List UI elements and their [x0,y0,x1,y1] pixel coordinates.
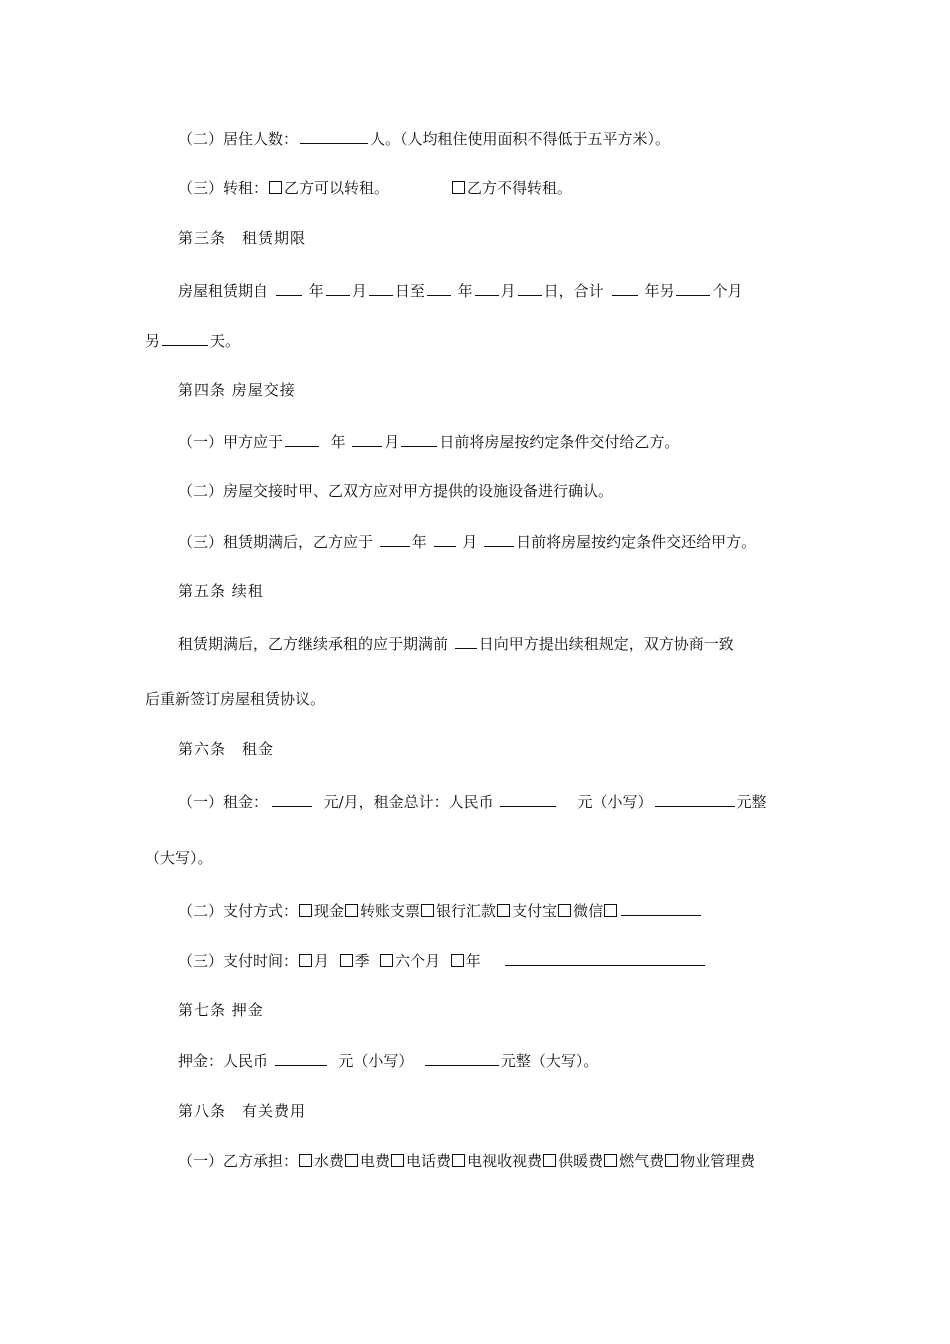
text: （三）租赁期满后，乙方应于 [178,533,374,551]
renewal-clause [0,633,950,654]
text: 元/月，租金总计：人民币 [323,793,494,811]
checkbox[interactable] [269,181,282,194]
text: 租赁期满后，乙方继续承租的应于期满前 [178,635,449,653]
handover-clause-1 [0,431,950,452]
lease-period-continuation [0,330,950,351]
option-label: 月 [314,952,330,970]
text: 年 [411,533,427,551]
option-label: 转账支票 [360,902,421,920]
sublet-clause [0,178,950,198]
text: 年 [330,433,346,451]
option-label: 微信 [573,902,604,920]
month-blank[interactable] [434,531,456,547]
other-time-blank[interactable] [505,950,705,966]
text: 日向甲方提出续租规定，双方协商一致 [478,635,734,653]
text: 月 [462,533,478,551]
text: 元整（大写）。 [500,1052,599,1070]
option-label: 电费 [360,1152,391,1170]
days-blank[interactable] [162,330,208,346]
year-blank[interactable] [276,280,302,296]
occupants-clause [0,128,950,149]
rent-clause-1-continuation: （大写）。 [145,849,213,867]
handover-clause-2: （二）房屋交接时甲、乙双方应对甲方提供的设施设备进行确认。 [178,482,614,500]
text: 月 [351,282,367,300]
text: 房屋租赁期自 [178,282,269,300]
payment-method-clause [0,900,950,921]
deposit-clause [0,1050,950,1071]
checkbox[interactable] [558,904,571,917]
checkbox[interactable] [604,904,617,917]
text: 月 [500,282,516,300]
text: 日至 [394,282,425,300]
text: 另 [145,332,161,350]
handover-clause-3 [0,531,950,552]
option-label: 燃气费 [619,1152,665,1170]
years-total-blank[interactable] [612,280,638,296]
option-label: 供暖费 [558,1152,604,1170]
deposit-uppercase-blank[interactable] [425,1050,499,1066]
day-blank[interactable] [401,431,437,447]
article-3-heading: 第三条 租赁期限 [178,229,307,247]
text: （二）支付方式： [178,902,299,920]
option-label: 六个月 [395,952,441,970]
text: （一）甲方应于 [178,433,284,451]
checkbox[interactable] [604,1154,617,1167]
option-label: 物业管理费 [680,1152,756,1170]
months-blank[interactable] [676,280,710,296]
text: 元整 [736,793,767,811]
month-blank[interactable] [475,280,499,296]
checkbox[interactable] [380,954,393,967]
text: 个月 [712,282,743,300]
checkbox[interactable] [299,954,312,967]
option-label: 乙方可以转租。 [284,179,390,197]
text: 日前将房屋按约定条件交付给乙方。 [439,433,680,451]
text: 月 [384,433,400,451]
article-5-heading: 第五条 续租 [178,582,264,600]
checkbox[interactable] [340,954,353,967]
text: 押金：人民币 [178,1052,269,1070]
renewal-continuation: 后重新签订房屋租赁协议。 [145,690,326,708]
checkbox[interactable] [391,1154,404,1167]
text: 日，合计 [543,282,604,300]
month-blank[interactable] [352,431,382,447]
article-8-heading: 第八条 有关费用 [178,1102,307,1120]
lease-period-clause [0,280,950,301]
option-label: 乙方不得转租。 [467,179,573,197]
text: 年 [457,282,473,300]
monthly-rent-blank[interactable] [272,791,312,807]
checkbox[interactable] [543,1154,556,1167]
other-method-blank[interactable] [621,900,701,916]
checkbox[interactable] [299,904,312,917]
option-label: 季 [354,952,370,970]
days-blank[interactable] [455,633,477,649]
year-blank[interactable] [427,280,451,296]
text: 天。 [210,332,241,350]
fees-clause-1 [0,1151,950,1171]
checkbox[interactable] [451,954,464,967]
text: （三）转租： [178,179,269,197]
occupants-blank[interactable] [300,128,368,144]
day-blank[interactable] [369,280,393,296]
option-label: 现金 [314,902,345,920]
text: 元（小写） [338,1052,414,1070]
checkbox[interactable] [345,904,358,917]
checkbox[interactable] [421,904,434,917]
text: （二）居住人数： [178,130,299,148]
text: （一）乙方承担： [178,1152,299,1170]
year-blank[interactable] [380,531,410,547]
text: 人。（人均租住使用面积不得低于五平方米）。 [370,130,671,148]
option-label: 支付宝 [512,902,558,920]
total-rent-blank[interactable] [500,791,556,807]
checkbox[interactable] [299,1154,312,1167]
article-4-heading: 第四条 房屋交接 [178,381,296,399]
text: 元（小写） [577,793,653,811]
checkbox[interactable] [452,1154,465,1167]
option-label: 银行汇款 [436,902,497,920]
text: 年 [308,282,324,300]
checkbox[interactable] [452,181,465,194]
day-blank[interactable] [484,531,514,547]
option-label: 水费 [314,1152,345,1170]
option-label: 电视收视费 [467,1152,543,1170]
article-6-heading: 第六条 租金 [178,740,275,758]
payment-time-clause [0,950,950,971]
total-rent-uppercase-blank[interactable] [655,791,735,807]
deposit-amount-blank[interactable] [275,1050,327,1066]
month-blank[interactable] [326,280,350,296]
article-7-heading: 第七条 押金 [178,1001,264,1019]
text: （一）租金： [178,793,269,811]
rent-clause-1 [0,791,950,812]
text: 日前将房屋按约定条件交还给甲方。 [516,533,757,551]
option-label: 电话费 [406,1152,452,1170]
option-label: 年 [465,952,481,970]
checkbox[interactable] [665,1154,678,1167]
text: 年另 [644,282,675,300]
text: （三）支付时间： [178,952,299,970]
checkbox[interactable] [345,1154,358,1167]
day-blank[interactable] [518,280,542,296]
checkbox[interactable] [497,904,510,917]
year-blank[interactable] [285,431,319,447]
